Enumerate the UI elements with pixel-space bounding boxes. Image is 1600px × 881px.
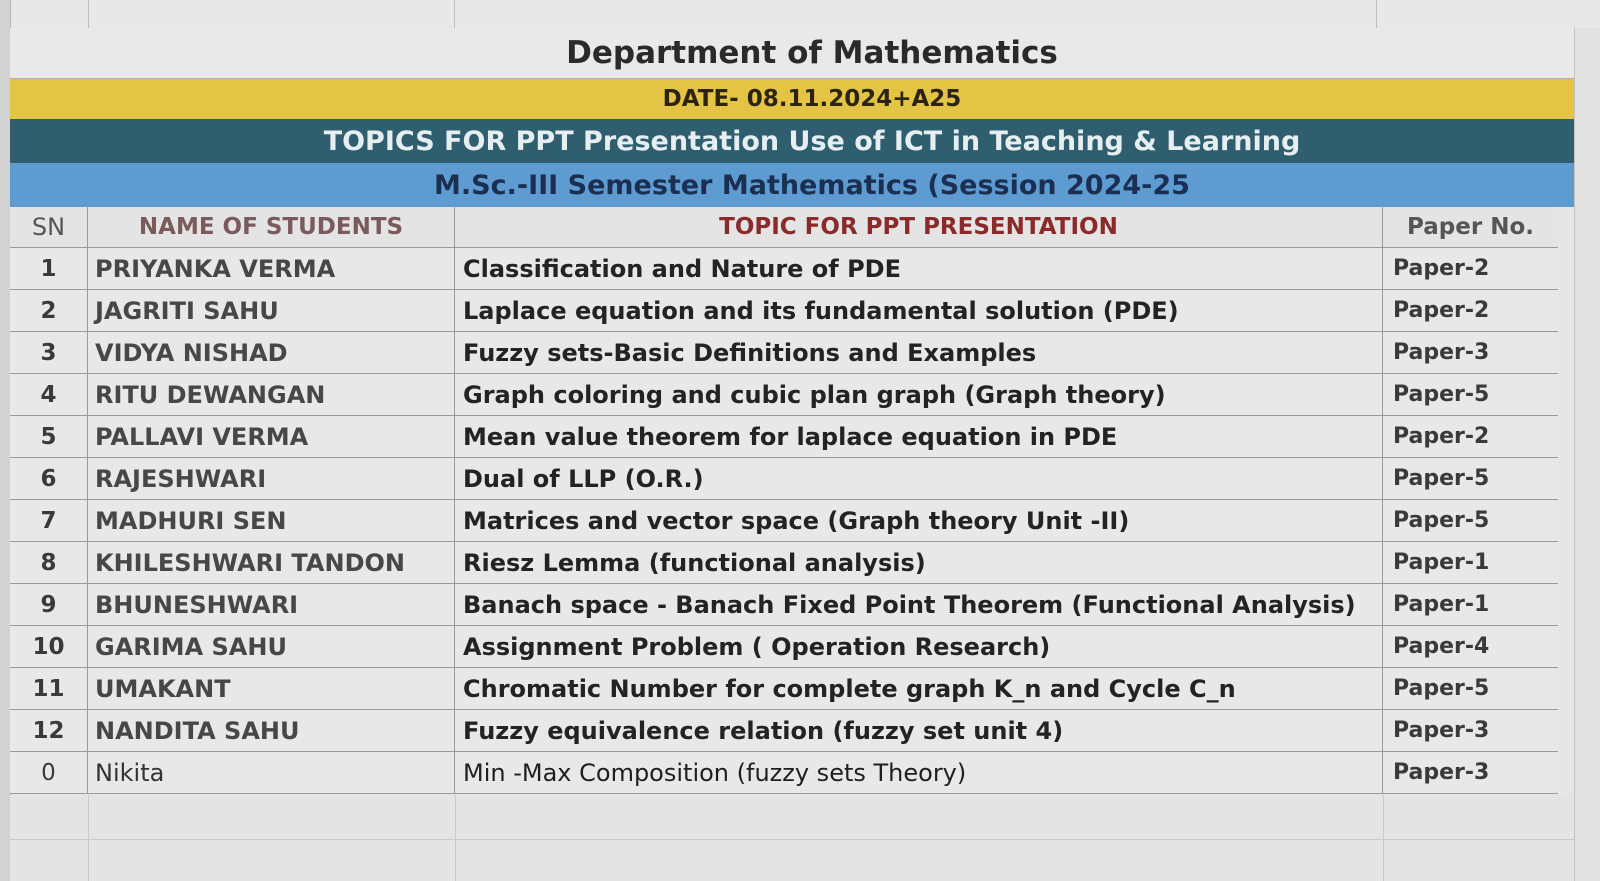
name-cell[interactable]: PALLAVI VERMA — [88, 416, 455, 457]
sn-cell[interactable]: 1 — [10, 248, 88, 289]
sn-cell[interactable]: 4 — [10, 374, 88, 415]
table-row — [10, 584, 1558, 626]
topic-cell[interactable]: Matrices and vector space (Graph theory Unit -II) — [455, 500, 1383, 541]
topic-cell[interactable]: Fuzzy equivalence relation (fuzzy set unit 4) — [455, 710, 1383, 751]
empty-grid-area[interactable] — [10, 795, 1574, 881]
paper-cell[interactable]: Paper-3 — [1393, 340, 1490, 365]
table-row — [10, 416, 1558, 458]
name-cell[interactable]: RAJESHWARI — [88, 458, 455, 499]
topic-cell[interactable]: Fuzzy sets-Basic Definitions and Examples — [455, 332, 1383, 373]
table-header-row — [10, 207, 1558, 248]
grid-line — [1376, 0, 1377, 28]
topic-cell[interactable]: Riesz Lemma (functional analysis) — [455, 542, 1383, 583]
sn-cell[interactable]: 8 — [10, 542, 88, 583]
paper-cell[interactable]: Paper-2 — [1393, 298, 1490, 323]
name-cell[interactable]: Nikita — [88, 752, 455, 793]
date-row[interactable] — [10, 79, 1574, 119]
sn-cell[interactable]: 7 — [10, 500, 88, 541]
semester-heading-row[interactable] — [10, 163, 1574, 207]
table-row — [10, 668, 1558, 710]
name-cell[interactable]: UMAKANT — [88, 668, 455, 709]
sn-cell[interactable]: 12 — [10, 710, 88, 751]
name-cell[interactable]: VIDYA NISHAD — [88, 332, 455, 373]
spreadsheet-top-strip — [0, 0, 1600, 29]
header-paper[interactable]: Paper No. — [1407, 214, 1534, 240]
sn-cell[interactable]: 6 — [10, 458, 88, 499]
name-cell[interactable]: KHILESHWARI TANDON — [88, 542, 455, 583]
sn-cell[interactable]: 9 — [10, 584, 88, 625]
table-row — [10, 626, 1558, 668]
grid-line — [454, 0, 455, 28]
sn-cell[interactable]: 0 — [10, 752, 88, 793]
table-row — [10, 332, 1558, 374]
paper-cell[interactable]: Paper-3 — [1393, 760, 1490, 785]
topic-cell[interactable]: Assignment Problem ( Operation Research) — [455, 626, 1383, 667]
name-cell[interactable]: PRIYANKA VERMA — [88, 248, 455, 289]
paper-cell[interactable]: Paper-5 — [1393, 382, 1490, 407]
date-text: DATE- 08.11.2024+A25 — [662, 86, 962, 112]
table-row — [10, 542, 1558, 584]
topics-heading-row[interactable] — [10, 119, 1574, 163]
topic-cell[interactable]: Mean value theorem for laplace equation in PDE — [455, 416, 1383, 457]
sn-cell[interactable]: 2 — [10, 290, 88, 331]
paper-cell[interactable]: Paper-4 — [1393, 634, 1490, 659]
grid-line — [1383, 795, 1384, 881]
topic-cell[interactable]: Chromatic Number for complete graph K_n and Cycle C_n — [455, 668, 1383, 709]
table-row — [10, 248, 1558, 290]
paper-cell[interactable]: Paper-5 — [1393, 508, 1490, 533]
topic-cell[interactable]: Graph coloring and cubic plan graph (Graph theory) — [455, 374, 1383, 415]
title-row[interactable] — [10, 28, 1574, 79]
topic-cell[interactable]: Min -Max Composition (fuzzy sets Theory) — [455, 752, 1383, 793]
table-row — [10, 374, 1558, 416]
grid-line — [455, 795, 456, 881]
table-row — [10, 290, 1558, 332]
paper-cell[interactable]: Paper-1 — [1393, 592, 1490, 617]
table-row — [10, 458, 1558, 500]
header-sn[interactable]: SN — [10, 207, 88, 247]
students-table — [10, 207, 1558, 794]
table-row — [10, 500, 1558, 542]
topics-heading: TOPICS FOR PPT Presentation Use of ICT in Teaching & Learning — [323, 125, 1301, 157]
header-topic[interactable]: TOPIC FOR PPT PRESENTATION — [455, 207, 1383, 247]
sn-cell[interactable]: 3 — [10, 332, 88, 373]
sn-cell[interactable]: 11 — [10, 668, 88, 709]
name-cell[interactable]: JAGRITI SAHU — [88, 290, 455, 331]
paper-cell[interactable]: Paper-5 — [1393, 466, 1490, 491]
table-row — [10, 752, 1558, 794]
topic-cell[interactable]: Classification and Nature of PDE — [455, 248, 1383, 289]
grid-line — [88, 795, 89, 881]
name-cell[interactable]: BHUNESHWARI — [88, 584, 455, 625]
paper-cell[interactable]: Paper-2 — [1393, 256, 1490, 281]
table-row — [10, 710, 1558, 752]
spreadsheet-right-edge — [1574, 28, 1600, 881]
header-name[interactable]: NAME OF STUDENTS — [88, 207, 455, 247]
name-cell[interactable]: MADHURI SEN — [88, 500, 455, 541]
topic-cell[interactable]: Dual of LLP (O.R.) — [455, 458, 1383, 499]
paper-cell[interactable]: Paper-1 — [1393, 550, 1490, 575]
paper-cell[interactable]: Paper-2 — [1393, 424, 1490, 449]
sn-cell[interactable]: 5 — [10, 416, 88, 457]
grid-line — [88, 0, 89, 28]
page-title: Department of Mathematics — [566, 35, 1058, 71]
paper-cell[interactable]: Paper-5 — [1393, 676, 1490, 701]
name-cell[interactable]: NANDITA SAHU — [88, 710, 455, 751]
topic-cell[interactable]: Banach space - Banach Fixed Point Theorem (Functional Analysis) — [455, 584, 1383, 625]
semester-heading: M.Sc.-III Semester Mathematics (Session 2024-25 — [434, 169, 1190, 201]
grid-line — [10, 839, 1574, 840]
topic-cell[interactable]: Laplace equation and its fundamental solution (PDE) — [455, 290, 1383, 331]
sn-cell[interactable]: 10 — [10, 626, 88, 667]
name-cell[interactable]: RITU DEWANGAN — [88, 374, 455, 415]
name-cell[interactable]: GARIMA SAHU — [88, 626, 455, 667]
paper-cell[interactable]: Paper-3 — [1393, 718, 1490, 743]
